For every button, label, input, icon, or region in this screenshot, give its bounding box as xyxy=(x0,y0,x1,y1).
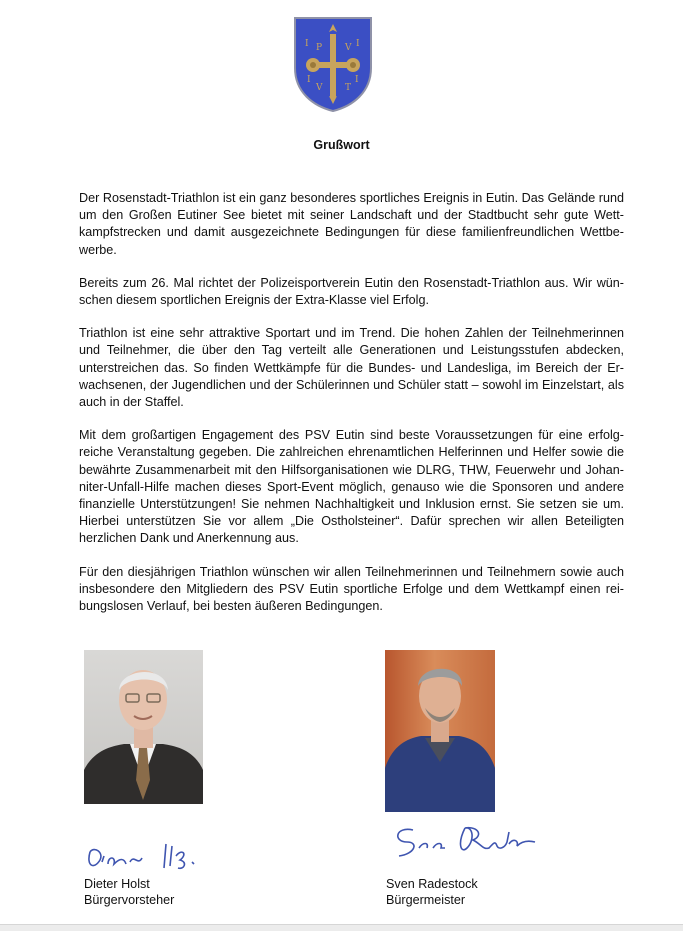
svg-text:T: T xyxy=(345,83,352,93)
svg-text:V: V xyxy=(345,43,352,53)
signatory-role: Bürgermeister xyxy=(386,893,466,907)
svg-text:I: I xyxy=(305,39,309,49)
portrait-dieter-holst xyxy=(84,650,203,804)
svg-text:P: P xyxy=(316,43,323,53)
signatory-sven-radestock xyxy=(386,876,478,908)
paragraph-4: Mit dem großartigen Engagement des PSV Eutin sind beste Voraussetzungen für eine erfolg-reiche Veranstaltung gegeben. Die zahlreichen ehrenamtlichen Helferinnen und Helfer sowie die bewährte Zusammenarbeit mit den Hilfsorganisationen wie DLRG, THW, Feuerwehr und Johan-niter-Unfall-Hilfe machen dieses Sport-Event möglich, genauso wie die Sponsoren und andere finanzielle Unterstützungen! Sie nehmen Nachhaltigkeit und Inklusion ernst. Sie setzen sie um. Hierbei unterstützen Sie vor allem „Die Ostholsteiner“. Dafür sprechen wir allen Beteiligten herzlichen Dank und Anerkennung aus. xyxy=(79,428,624,546)
paragraph-5: Für den diesjährigen Triathlon wünschen wir allen Teilnehmerinnen und Teilnehmern sowie auch insbesondere den Mitgliedern des PSV Eutin sportliche Erfolge und dem Wettkampf einen rei-bungslosen Verlauf, bei besten äußeren Bedingungen. xyxy=(79,564,624,614)
signature-dieter-holst xyxy=(84,836,214,876)
document-title: Grußwort xyxy=(313,138,370,152)
signatory-role: Bürgervorsteher xyxy=(84,893,175,907)
paragraph-3: Triathlon ist eine sehr attraktive Sportart und im Trend. Die hohen Zahlen der Teilnehmerinnen und Teilnehmer, die über den Tag verteilt alle Generationen und Leistungsstufen abdecken, unterstreichen das. So finden Wettkämpfe für die Bundes- und Landesliga, im Bereich der Er-wachsenen, der Jugendlichen und der Schülerinnen und Schüler statt – sowohl im Einzelstart, als auch in der Staffel. xyxy=(79,326,624,410)
signatory-name: Sven Radestock xyxy=(386,877,478,891)
portrait-sven-radestock xyxy=(385,650,495,812)
coat-of-arms-icon xyxy=(293,16,373,112)
svg-text:I: I xyxy=(355,75,359,85)
svg-text:I: I xyxy=(356,39,360,49)
paragraph-2: Bereits zum 26. Mal richtet der Polizeisportverein Eutin den Rosenstadt-Triathlon aus. Wir wün-schen diesem sportlichen Ereignis der Extra-Klasse viel Erfolg. xyxy=(79,275,624,308)
svg-text:I: I xyxy=(307,75,311,85)
paragraph-1: Der Rosenstadt-Triathlon ist ein ganz besonderes sportliches Ereignis in Eutin. Das Gelände rund um den Großen Eutiner See bietet mit seiner Landschaft und der Stadtbucht sehr gute Wett-kampfstrecken und damit ausgezeichnete Bedingungen für diese familienfreundlichen Wettbe-werbe. xyxy=(79,191,624,257)
svg-text:V: V xyxy=(316,83,323,93)
signatory-name: Dieter Holst xyxy=(84,877,150,891)
signature-sven-radestock xyxy=(385,818,550,864)
document-body xyxy=(79,190,624,631)
signatory-dieter-holst xyxy=(84,876,174,908)
